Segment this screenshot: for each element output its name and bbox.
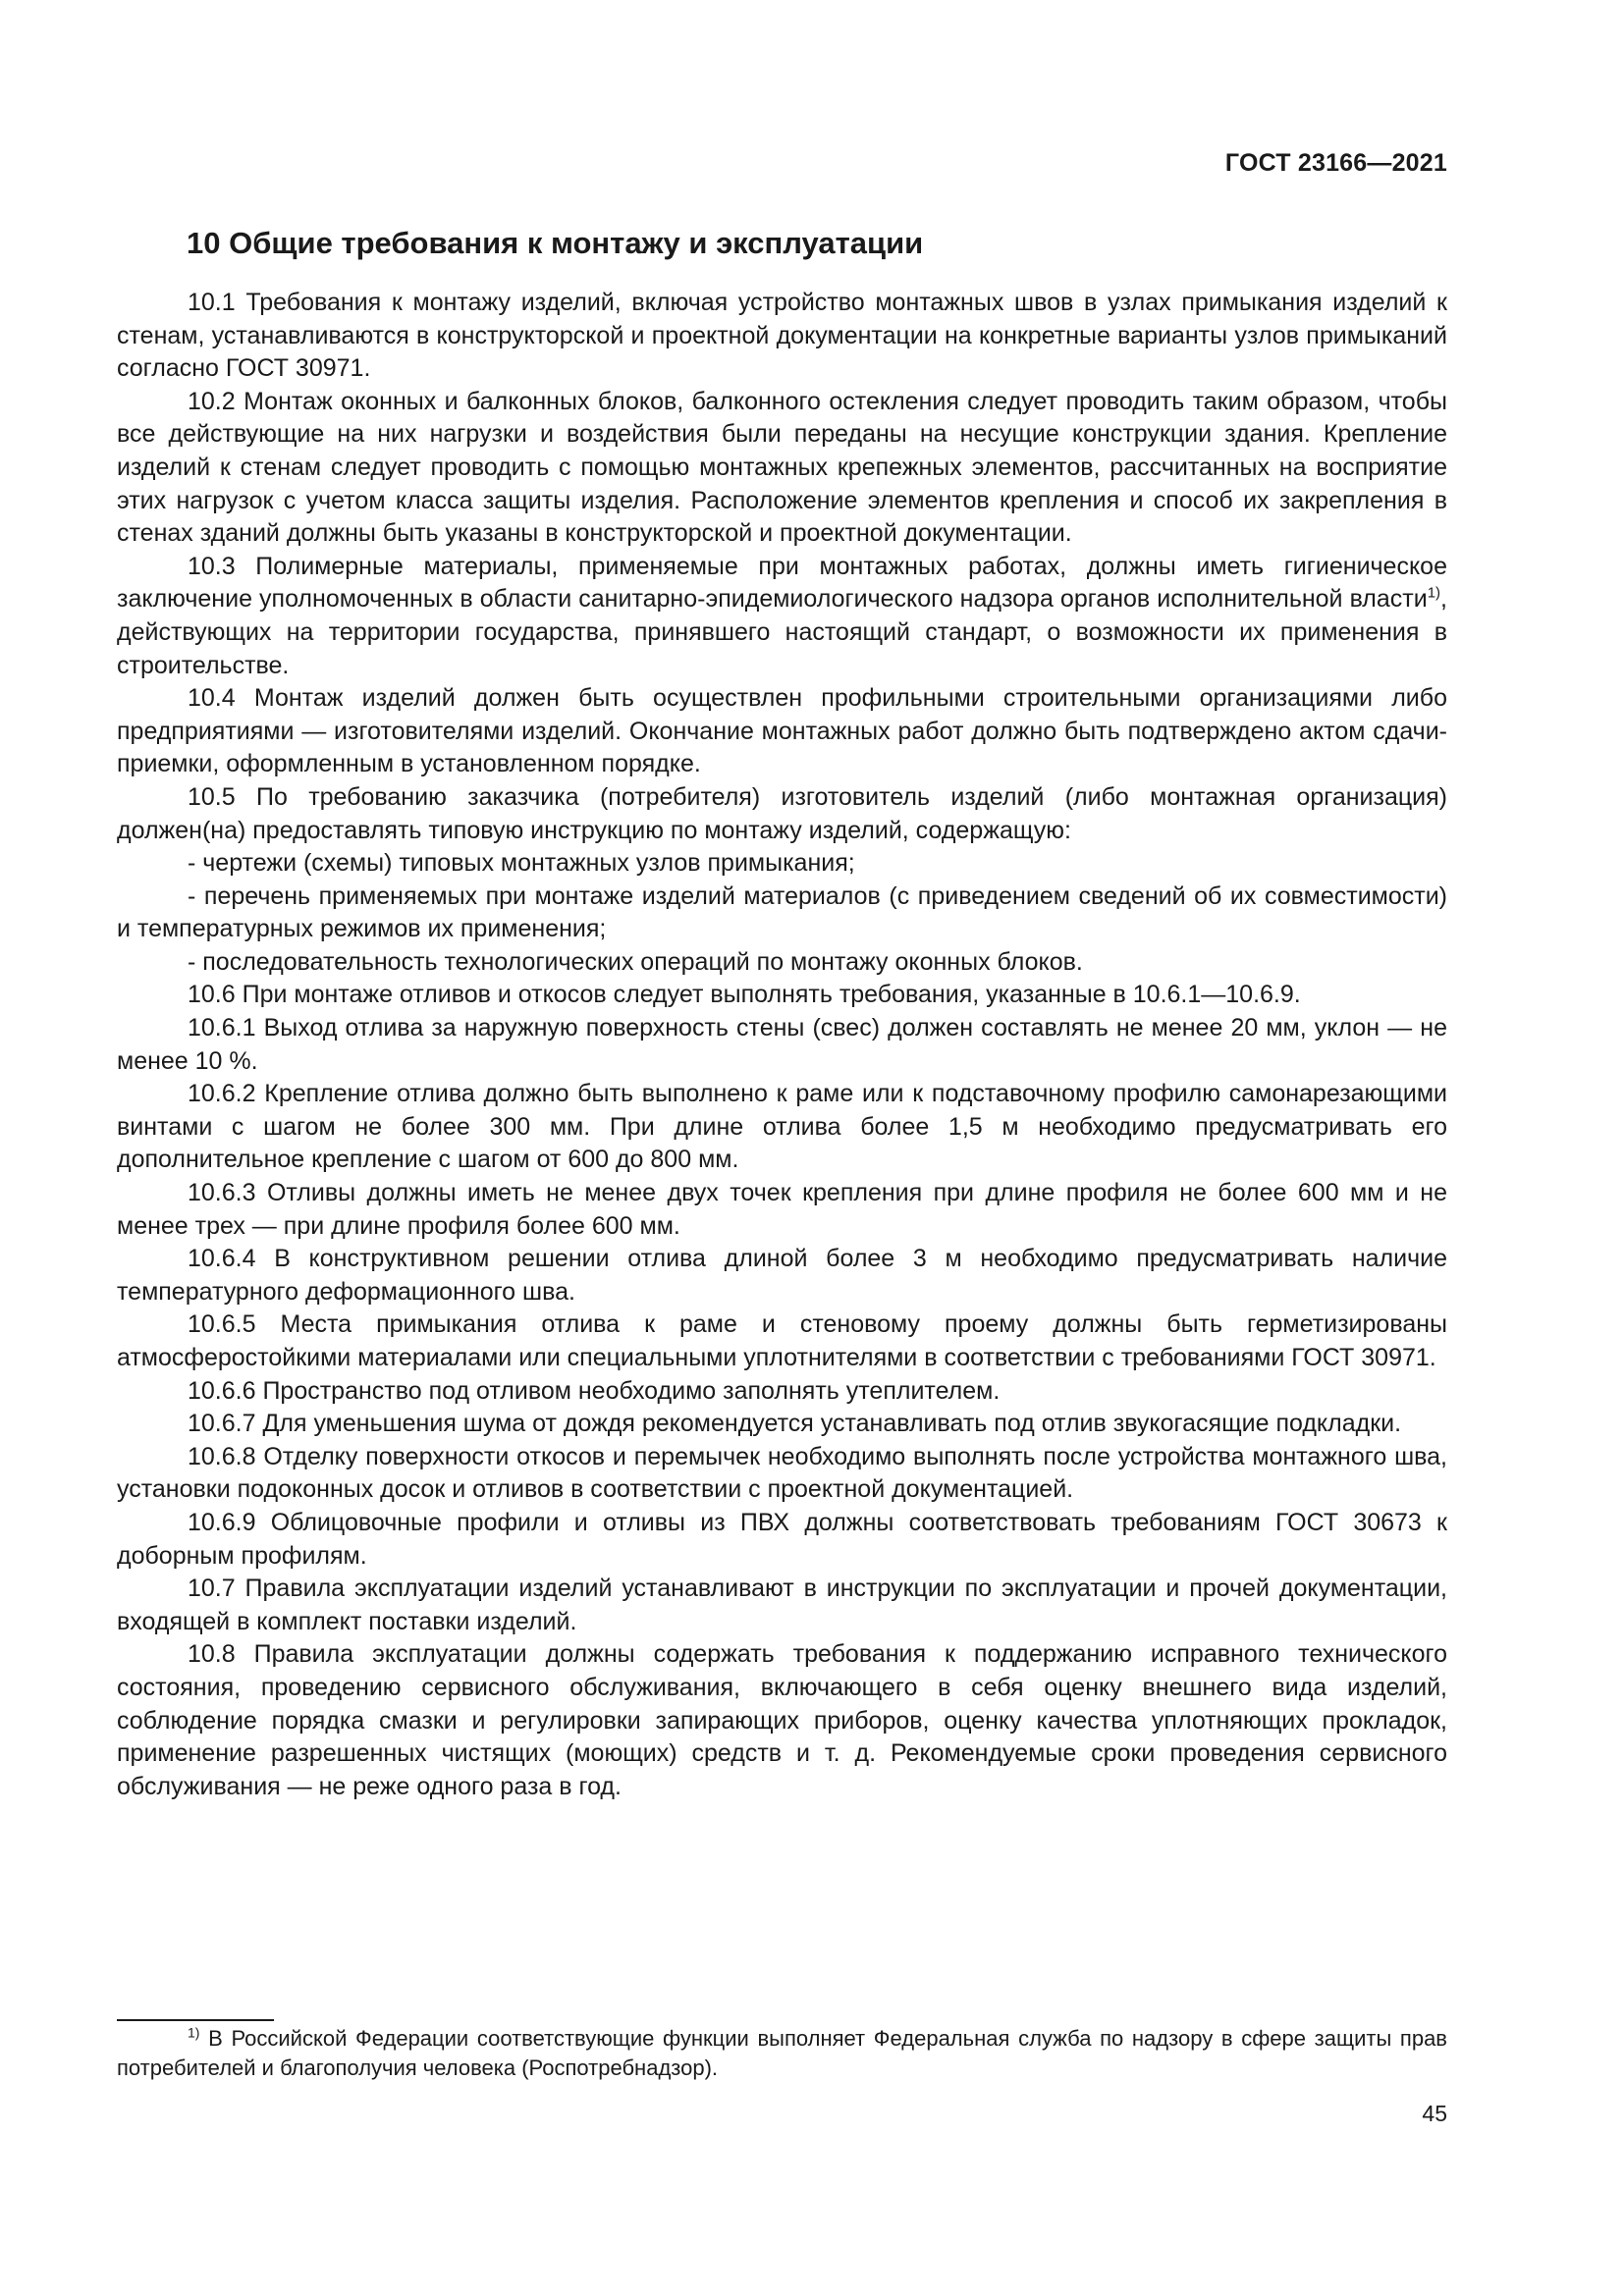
paragraph-10-1: 10.1 Требования к монтажу изделий, включая устройство монтажных швов в узлах примыкания изделий к стенам, устанавливаются в конструкторской и проектной документации на конкретные варианты узлов примыканий согласно ГОСТ 30971.: [117, 289, 1447, 383]
paragraph-10-6-8: 10.6.8 Отделку поверхности откосов и перемычек необходимо выполнять после устройства монтажного шва, установки подоконных досок и отливов в соответствии с проектной документацией.: [117, 1442, 1447, 1504]
paragraph-10-4: 10.4 Монтаж изделий должен быть осуществлен профильными строительными организациями либо предприятиями — изготовителями изделий. Окончание монтажных работ должно быть подтверждено актом сдачи-приемки, оформленным в установленном порядке.: [117, 684, 1447, 778]
paragraph-10-3-part1: 10.3 Полимерные материалы, применяемые при монтажных работах, должны иметь гигиеническое заключение уполномоченных в области санитарно-эпидемиологического надзора органов исполнительной власти: [117, 552, 1447, 614]
footnote-marker: 1): [188, 2024, 200, 2041]
section-title: 10 Общие требования к монтажу и эксплуатации: [187, 226, 924, 260]
paragraph-10-6-4: 10.6.4 В конструктивном решении отлива длиной более 3 м необходимо предусматривать наличие температурного деформационного шва.: [117, 1245, 1447, 1306]
paragraph-10-6-7: 10.6.7 Для уменьшения шума от дождя рекомендуется устанавливать под отлив звукогасящие подкладки.: [188, 1410, 1402, 1438]
paragraph-10-5: 10.5 По требованию заказчика (потребителя) изготовитель изделий (либо монтажная организация) должен(на) предоставлять типовую инструкцию по монтажу изделий, содержащую:: [117, 782, 1447, 844]
paragraph-10-6-1: 10.6.1 Выход отлива за наружную поверхность стены (свес) должен составлять не менее 20 мм, уклон — не менее 10 %.: [117, 1014, 1447, 1075]
paragraph-10-6-3: 10.6.3 Отливы должны иметь не менее двух точек крепления при длине профиля не более 600 мм и не менее трех — при длине профиля более 600 мм.: [117, 1179, 1447, 1240]
paragraph-10-6-6: 10.6.6 Пространство под отливом необходимо заполнять утеплителем.: [188, 1376, 1001, 1405]
list-item-materials: - перечень применяемых при монтаже изделий материалов (с приведением сведений об их совместимости) и температурных режимов их применения;: [117, 881, 1447, 943]
list-item-drawings: - чертежи (схемы) типовых монтажных узлов примыкания;: [188, 849, 855, 878]
footnote-divider: [117, 2019, 274, 2021]
section-body: [117, 287, 1447, 1803]
paragraph-10-6-2: 10.6.2 Крепление отлива должно быть выполнено к раме или к подставочному профилю самонарезающими винтами с шагом не более 300 мм. При длине отлива более 1,5 м необходимо предусматривать его дополнительное крепление с шагом от 600 до 800 мм.: [117, 1080, 1447, 1174]
paragraph-10-8: 10.8 Правила эксплуатации должны содержать требования к поддержанию исправного технического состояния, проведению сервисного обслуживания, включающего в себя оценку внешнего вида изделий, соблюдение порядка смазки и регулировки запирающих приборов, оценку качества уплотняющих прокладок, применение разрешенных чистящих (моющих) средств и т. д. Рекомендуемые сроки проведения сервисного обслуживания — не реже одного раза в год.: [117, 1640, 1447, 1800]
page-number: 45: [1422, 2101, 1447, 2126]
paragraph-10-3-part2: , действующих на территории государства, принявшего настоящий стандарт, о возможности их применения в строительстве.: [117, 585, 1447, 679]
paragraph-10-6: 10.6 При монтаже отливов и откосов следует выполнять требования, указанные в 10.6.1—10.6.9.: [188, 981, 1301, 1009]
paragraph-10-2: 10.2 Монтаж оконных и балконных блоков, балконного остекления следует проводить таким образом, чтобы все действующие на них нагрузки и воздействия были переданы на несущие конструкции здания. Крепление изделий к стенам следует проводить с помощью монтажных крепежных элементов, рассчитанных на восприятие этих нагрузок с учетом класса защиты изделия. Расположение элементов крепления и способ их закрепления в стенах зданий должны быть указаны в конструкторской и проектной документации.: [117, 387, 1447, 548]
footnote: [117, 2024, 1447, 2083]
paragraph-10-6-9: 10.6.9 Облицовочные профили и отливы из ПВХ должны соответствовать требованиям ГОСТ 30673 к доборным профилям.: [117, 1508, 1447, 1570]
paragraph-10-3: [117, 551, 1447, 682]
footnote-reference: 1): [1427, 585, 1441, 603]
document-code-header: ГОСТ 23166—2021: [1224, 149, 1447, 177]
paragraph-10-6-5: 10.6.5 Места примыкания отлива к раме и стеновому проему должны быть герметизированы атмосферостойкими материалами или специальными уплотнителями в соответствии с требованиями ГОСТ 30971.: [117, 1310, 1447, 1371]
paragraph-10-7: 10.7 Правила эксплуатации изделий устанавливают в инструкции по эксплуатации и прочей документации, входящей в комплект поставки изделий.: [117, 1575, 1447, 1635]
list-item-operations: - последовательность технологических операций по монтажу оконных блоков.: [188, 947, 1083, 976]
footnote-text: В Российской Федерации соответствующие функции выполняет Федеральная служба по надзору в сфере защиты прав потребителей и благополучия человека (Роспотребнадзор).: [117, 2026, 1447, 2080]
